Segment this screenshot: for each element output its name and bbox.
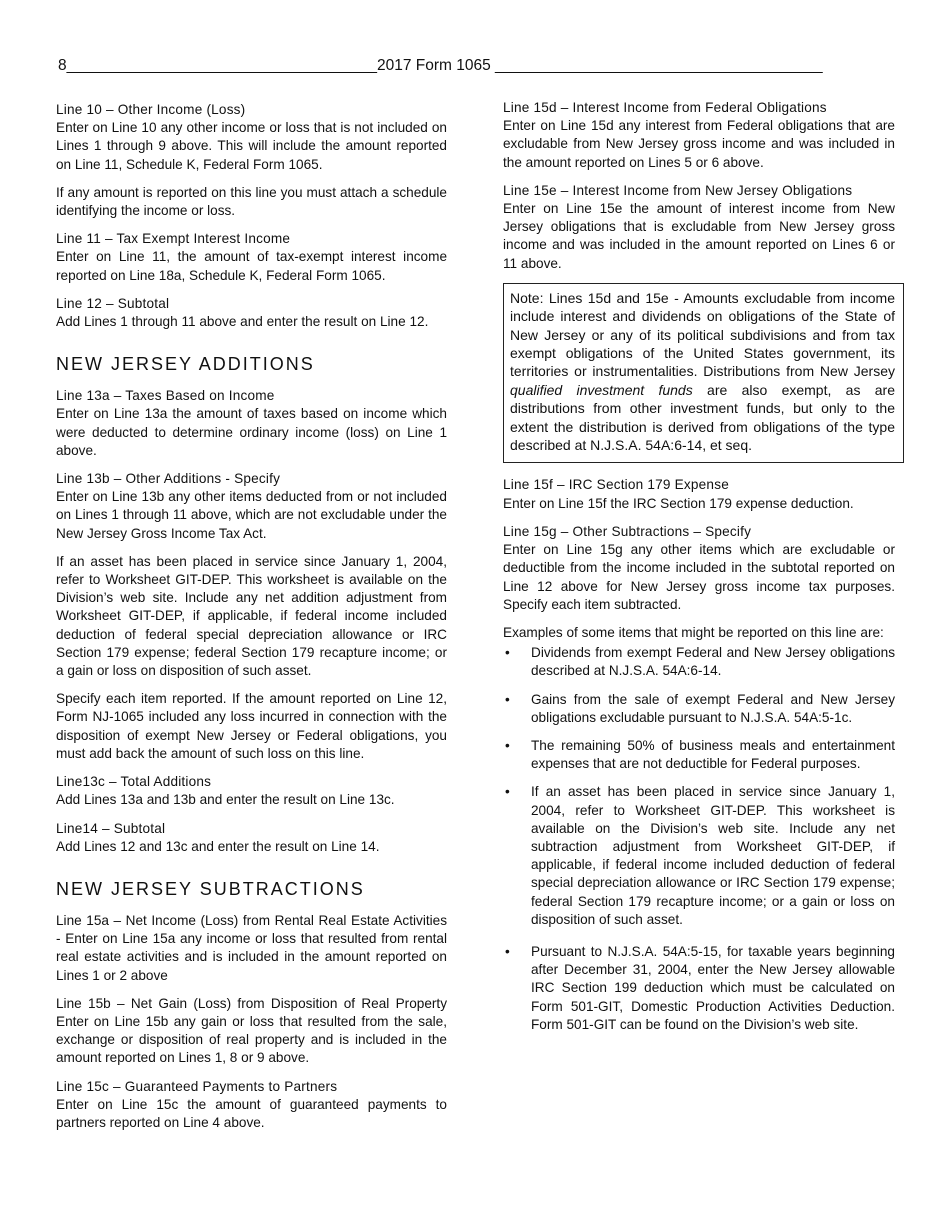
examples-list [503,644,895,1034]
line-12-title: Line 12 – Subtotal [56,295,170,311]
list-item [503,943,895,1034]
line-15a-text: Line 15a – Net Income (Loss) from Rental Real Estate Activities - Enter on Line 15a any income or loss that resulted from rental real estate activities and is included in the amount reported on Lines 1 or 2 above [56,912,447,983]
list-item [503,737,895,773]
line-10-note: If any amount is reported on this line you must attach a schedule identifying the income or loss. [56,184,447,219]
line-11-section [56,230,447,285]
subtractions-heading: NEW JERSEY SUBTRACTIONS [56,878,365,899]
line-15f-text: Enter on Line 15f the IRC Section 179 expense deduction. [503,495,854,511]
line-13a-text: Enter on Line 13a the amount of taxes based on income which were deducted to determine ordinary income (loss) on Line 1 above. [56,406,447,458]
line-13b-title: Line 13b – Other Additions - Specify [56,471,281,487]
line-15c-title: Line 15c – Guaranteed Payments to Partners [56,1078,338,1094]
examples-intro: Examples of some items that might be reported on this line are: [503,624,884,640]
line-15c-text: Enter on Line 15c the amount of guaranteed payments to partners reported on Line 4 above. [56,1096,447,1130]
line-10-title: Line 10 – Other Income (Loss) [56,102,246,117]
line-15e-text: Enter on Line 15e the amount of interest income from New Jersey obligations that is excludable from New Jersey gross income and was included in the amount reported on Lines 6 or 11 above. [503,201,895,271]
list-item-text: Pursuant to N.J.S.A. 54A:5-15, for taxable years beginning after December 31, 2004, enter the New Jersey allowable IRC Section 199 deduction which must be calculated on Form 501-GIT, Domestic Production Activities Deduction. Form 501-GIT can be found on the Division’s web site. [531,943,895,1032]
note-emphasis: qualified investment funds [510,381,693,398]
line-12-text: Add Lines 1 through 11 above and enter the result on Line 12. [56,314,429,330]
line-11-text: Enter on Line 11, the amount of tax-exempt interest income reported on Line 18a, Schedule K, Federal Form 1065. [56,249,447,283]
list-item [503,783,895,929]
line-10-text: Enter on Line 10 any other income or loss that is not included on Lines 1 through 9 above. This will include the amount reported on Line 11, Schedule K, Federal Form 1065. [56,120,447,172]
right-column [503,99,895,1044]
line-11-title: Line 11 – Tax Exempt Interest Income [56,231,291,247]
line-15g-text: Enter on Line 15g any other items which are excludable or deductible from the income included in the subtotal reported on Line 12 above for New Jersey gross income tax purposes. Specify each item subtracted. [503,542,895,612]
line-14-title: Line14 – Subtotal [56,820,166,836]
line-15g-section [503,523,895,614]
line-15e-title: Line 15e – Interest Income from New Jersey Obligations [503,182,853,198]
note-box [503,283,904,464]
line-15f-title: Line 15f – IRC Section 179 Expense [503,477,729,493]
bullet-icon: • [505,784,510,800]
note-text-end: are also exempt, as are distributions from other investment funds, but only to the extent the distribution is derived from obligations of the type described at N.J.S.A. 54A:6-14, et seq. [510,381,896,454]
line-13c-text: Add Lines 13a and 13b and enter the result on Line 13c. [56,792,395,808]
line-13b-text: Enter on Line 13b any other items deducted from or not included on Lines 1 through 11 above, which are not excludable under the New Jersey Gross Income Tax Act. [56,489,447,541]
line-13a-section [56,387,447,460]
note-text-start: Note: Lines 15d and 15e - Amounts excludable from income include interest and dividends on obligations of the State of New Jersey or any of its political subdivisions and from tax exempt obligations of the United States government, its territories or instrumentalities. Distributions from New Jersey [510,289,895,380]
line-15e-section [503,182,895,273]
line-13c-section [56,773,447,809]
page-header: 8____________________________________2017 Form 1065 ______________________________________ [58,57,823,74]
line-15d-text: Enter on Line 15d any interest from Federal obligations that are excludable from New Jersey gross income and was included in the amount reported on Lines 5 or 6 above. [503,118,895,170]
list-item-text: If an asset has been placed in service since January 1, 2004, refer to Worksheet GIT-DEP. This worksheet is available on the Division’s web site. Include any net subtraction adjustment from Worksheet GIT-DEP, if applicable, if federal income included deduction of federal special depreciation allowance or IRC Section 179 expense; federal Section 179 recapture income; or a gain or loss on disposition of such asset. [531,784,895,927]
list-item-text: Dividends from exempt Federal and New Jersey obligations described at N.J.S.A. 54A:6-14. [531,645,895,679]
line-13a-title: Line 13a – Taxes Based on Income [56,388,275,404]
line-12-section [56,295,447,331]
list-item-text: The remaining 50% of business meals and entertainment expenses that are not deductible for Federal purposes. [531,737,895,772]
line-15d-section [503,99,895,172]
list-item-text: Gains from the sale of exempt Federal and New Jersey obligations excludable pursuant to N.J.S.A. 54A:5-1c. [531,691,895,725]
line-15b-text: Line 15b – Net Gain (Loss) from Disposition of Real Property Enter on Line 15b any gain or loss that resulted from the sale, exchange or disposition of real property and is included in the amount reported on Lines 1, 8 or 9 above. [56,995,447,1066]
line-13b-section [56,470,447,543]
line-14-text: Add Lines 12 and 13c and enter the result on Line 14. [56,838,380,854]
bullet-icon: • [505,691,510,707]
list-item [503,644,895,680]
line-13b-specify-text: Specify each item reported. If the amount reported on Line 12, Form NJ-1065 included any loss incurred in connection with the disposition of exempt New Jersey or Federal obligations, you must add back the amount of such loss on this line. [56,691,447,761]
line-15c-section [56,1078,447,1133]
line-15g-title: Line 15g – Other Subtractions – Specify [503,523,752,539]
list-item [503,691,895,727]
additions-heading: NEW JERSEY ADDITIONS [56,354,315,375]
bullet-icon: • [505,737,510,753]
line-13c-title: Line13c – Total Additions [56,774,212,790]
bullet-icon: • [505,645,510,661]
line-10-section [56,101,447,174]
line-14-section [56,820,447,856]
left-column [56,101,447,1142]
bullet-icon: • [505,943,510,959]
line-15d-title: Line 15d – Interest Income from Federal Obligations [503,100,827,115]
line-15f-section [503,476,895,512]
line-13b-depreciation-text: If an asset has been placed in service since January 1, 2004, refer to Worksheet GIT-DEP. This worksheet is available on the Division’s web site. Include any net addition adjustment from Worksheet GIT-DEP, if applicable, if federal income included deduction of federal special depreciation allowance or IRC Section 179 expense; federal Section 179 recapture income; or a gain or loss on disposition of such asset. [56,553,447,679]
